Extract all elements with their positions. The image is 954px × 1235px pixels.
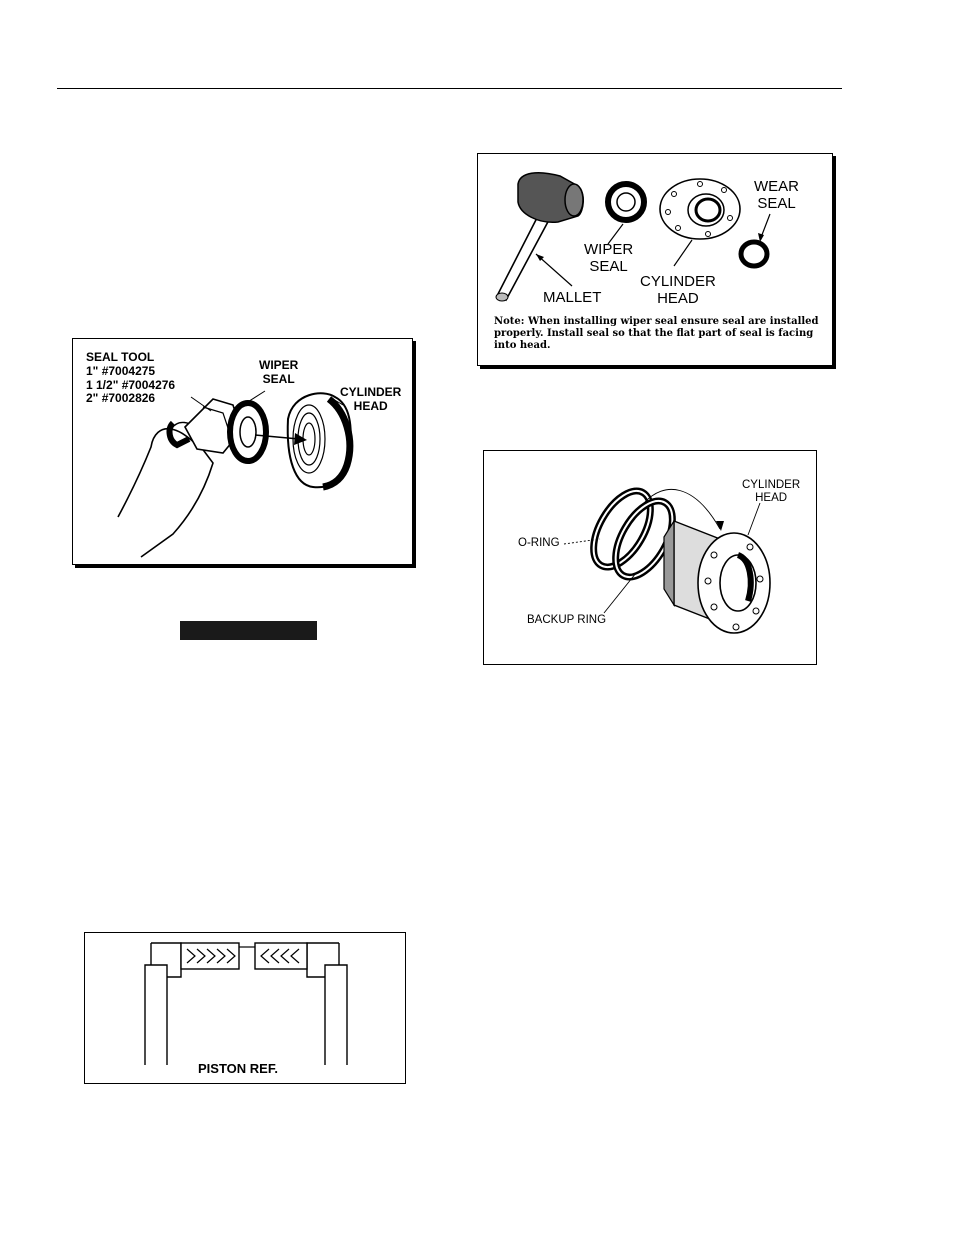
mallet-seal-figure (477, 153, 833, 366)
seal-left-half (181, 943, 239, 969)
seal-tool-part-1: 1" #7004275 (86, 363, 156, 378)
wear-seal-label-line1: WEAR (754, 178, 799, 195)
piston-right-post (325, 965, 347, 1065)
wear-seal-label-line2: SEAL (757, 195, 796, 213)
o-ring-label: O-RING (518, 537, 560, 549)
seal-tool-part-3: 2" #7002826 (86, 391, 156, 406)
cylinder-head-label-line2: HEAD (657, 290, 699, 308)
piston-ref-figure (84, 932, 406, 1084)
piston-left-post (145, 965, 167, 1065)
wiper-seal-label-line2: SEAL (262, 371, 295, 386)
oring-backup-figure (483, 450, 817, 665)
backup-ring-label: BACKUP RING (527, 614, 607, 626)
mallet-handle (498, 212, 550, 300)
redacted-bar (180, 621, 317, 640)
wiper-seal-label-line1: WIPER (584, 241, 634, 258)
seal-tool-figure (72, 338, 413, 565)
seal-tool-part-2: 1 1/2" #7004276 (86, 377, 176, 392)
piston-ref-label: PISTON REF. (198, 1061, 278, 1076)
cylinder-head-label-line1: CYLINDER (340, 385, 402, 399)
cylinder-head-label-line2: HEAD (353, 398, 388, 413)
installation-note: Note: When installing wiper seal ensure seal are installed properly. Install seal so that the flat part of seal is facing into head. (494, 316, 819, 351)
header-rule (57, 88, 842, 89)
cylinder-head-label-line2: HEAD (755, 492, 788, 505)
wiper-seal-label-line2: SEAL (589, 258, 628, 276)
mallet-label: MALLET (543, 289, 602, 306)
wear-seal-ring (741, 242, 767, 266)
wiper-seal-label-line1: WIPER (259, 358, 299, 372)
seal-tool-label: SEAL TOOL (86, 350, 155, 364)
cylinder-head-label-line1: CYLINDER (640, 273, 716, 290)
cylinder-head-label-line1: CYLINDER (742, 479, 801, 491)
